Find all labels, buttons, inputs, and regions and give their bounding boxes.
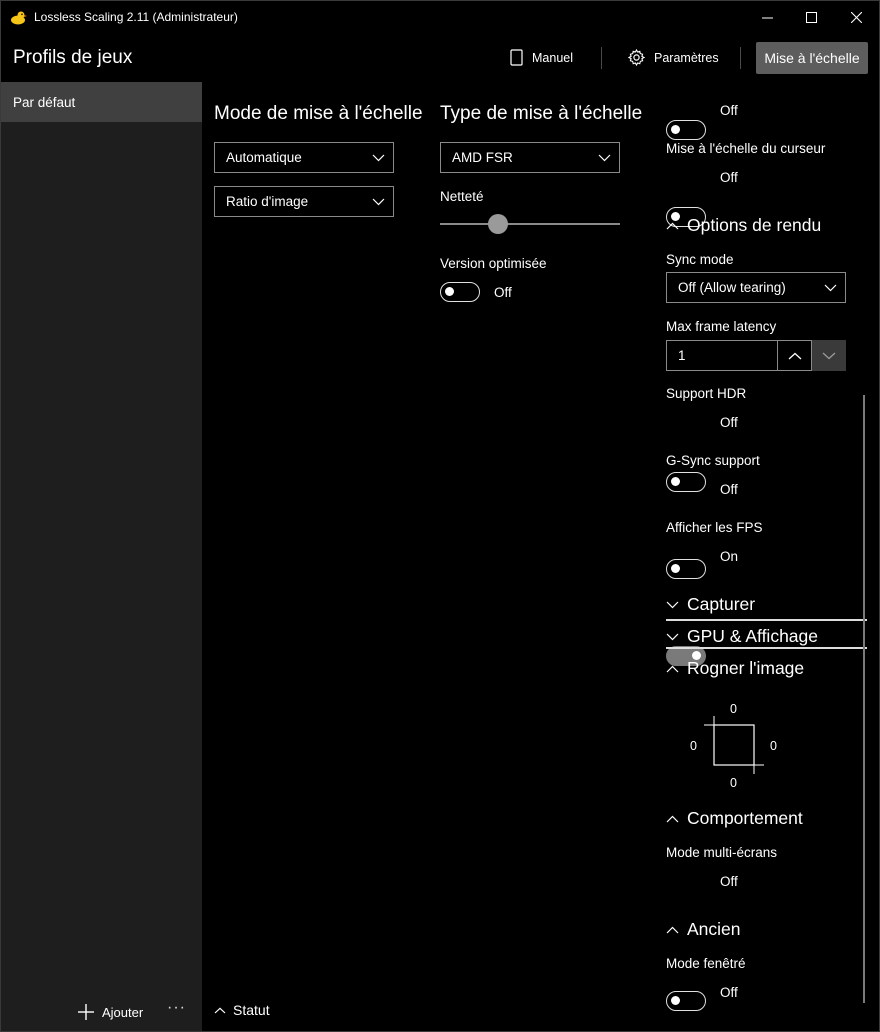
close-button[interactable] [833,1,879,34]
header-divider [601,47,602,69]
gsync-label: G-Sync support [666,453,760,468]
aspect-ratio-value: Ratio d'image [226,194,309,209]
sharpness-label: Netteté [440,189,484,204]
render-options-title: Options de rendu [687,215,822,235]
sync-mode-label: Sync mode [666,252,734,267]
settings-button[interactable] [628,49,719,66]
behavior-title: Comportement [687,808,803,828]
crop-bottom-value[interactable]: 0 [730,776,737,790]
scaling-mode-value: Automatique [226,150,302,165]
chevron-up-icon [666,665,679,673]
chevron-down-icon [666,601,679,609]
gpu-display-title: GPU & Affichage [687,626,819,646]
toggle-knob [671,564,680,573]
page-title: Profils de jeux [13,47,133,68]
close-icon [851,12,862,23]
more-options-button[interactable]: ··· [167,999,186,1016]
gpu-display-expander[interactable] [666,626,818,647]
legacy-title: Ancien [687,919,741,939]
chevron-up-icon [666,222,679,230]
status-expander[interactable] [214,1002,270,1018]
chevron-down-icon [372,154,385,162]
aspect-ratio-dropdown[interactable] [214,186,394,217]
sharpness-slider-track[interactable] [440,223,620,225]
crop-top-value[interactable]: 0 [730,702,737,716]
chevron-down-icon [372,198,385,206]
multiscreen-toggle[interactable] [666,991,706,1011]
chevron-up-icon [666,815,679,823]
optimized-version-state: Off [494,285,512,300]
hdr-toggle[interactable] [666,472,706,492]
windowed-mode-state: Off [720,985,738,1000]
windowed-mode-label: Mode fenêtré [666,956,746,971]
max-latency-label: Max frame latency [666,319,777,334]
hdr-state: Off [720,415,738,430]
max-latency-input[interactable] [666,340,778,371]
hdr-label: Support HDR [666,386,747,401]
crop-left-value[interactable]: 0 [690,739,697,753]
toggle-knob [671,996,680,1005]
scaling-type-title: Type de mise à l'échelle [440,103,643,124]
sharpness-slider-thumb[interactable] [488,214,508,234]
maximize-button[interactable] [788,1,834,34]
scale-button[interactable]: Mise à l'échelle [756,42,868,74]
add-label: Ajouter [102,1004,144,1020]
title-bar[interactable] [1,1,879,34]
chevron-up-icon [214,1007,226,1014]
render-options-expander[interactable] [666,215,821,236]
chevron-up-icon [666,926,679,934]
crop-frame-icon [701,716,769,776]
section-divider [666,647,867,649]
scaling-type-value: AMD FSR [452,150,513,165]
optimized-version-toggle[interactable] [440,282,480,302]
toggle-knob [671,477,680,486]
show-fps-state: On [720,549,739,564]
profiles-sidebar [1,82,202,1032]
cursor-scaling-state: Off [720,170,738,185]
duck-icon [10,10,27,25]
behavior-expander[interactable] [666,808,803,829]
section-divider [666,619,867,621]
top-option-state: Off [720,103,738,118]
plus-icon [77,1003,95,1021]
cursor-scaling-label: Mise à l'échelle du curseur [666,141,826,156]
settings-label: Paramètres [654,50,719,65]
decrement-button[interactable] [812,340,846,371]
scaling-type-dropdown[interactable] [440,142,620,173]
minimize-icon [762,12,773,23]
scrollbar[interactable] [863,395,865,1003]
toggle-knob [445,287,454,296]
optimized-version-label: Version optimisée [440,256,547,271]
status-label: Statut [233,1002,270,1018]
scaling-mode-dropdown[interactable] [214,142,394,173]
chevron-down-icon [822,352,836,360]
scaling-mode-title: Mode de mise à l'échelle [214,103,423,124]
top-option-toggle[interactable] [666,120,706,140]
gear-icon [628,49,645,66]
profile-label: Par défaut [13,94,76,110]
crop-title: Rogner l'image [687,658,805,678]
window-title: Lossless Scaling 2.11 (Administrateur) [34,10,238,24]
multiscreen-label: Mode multi-écrans [666,845,778,860]
max-latency-value: 1 [678,348,686,363]
increment-button[interactable] [777,340,812,371]
add-profile-button[interactable] [77,1003,143,1021]
chevron-up-icon [788,352,802,360]
sync-mode-value: Off (Allow tearing) [678,280,786,295]
chevron-down-icon [666,633,679,641]
manual-button[interactable] [510,49,573,66]
legacy-expander[interactable] [666,919,741,940]
header-divider [740,47,741,69]
minimize-button[interactable] [744,1,790,34]
sync-mode-dropdown[interactable] [666,272,846,303]
crop-right-value[interactable]: 0 [770,739,777,753]
maximize-icon [806,12,817,23]
profile-item-default[interactable] [1,82,202,122]
chevron-down-icon [598,154,611,162]
capture-title: Capturer [687,594,756,614]
crop-expander[interactable] [666,658,804,679]
gsync-toggle[interactable] [666,559,706,579]
show-fps-label: Afficher les FPS [666,520,763,535]
document-icon [510,49,523,66]
chevron-down-icon [824,284,837,292]
manual-label: Manuel [532,50,573,65]
gsync-state: Off [720,482,738,497]
toggle-knob [671,125,680,134]
multiscreen-state: Off [720,874,738,889]
capture-expander[interactable] [666,594,755,615]
